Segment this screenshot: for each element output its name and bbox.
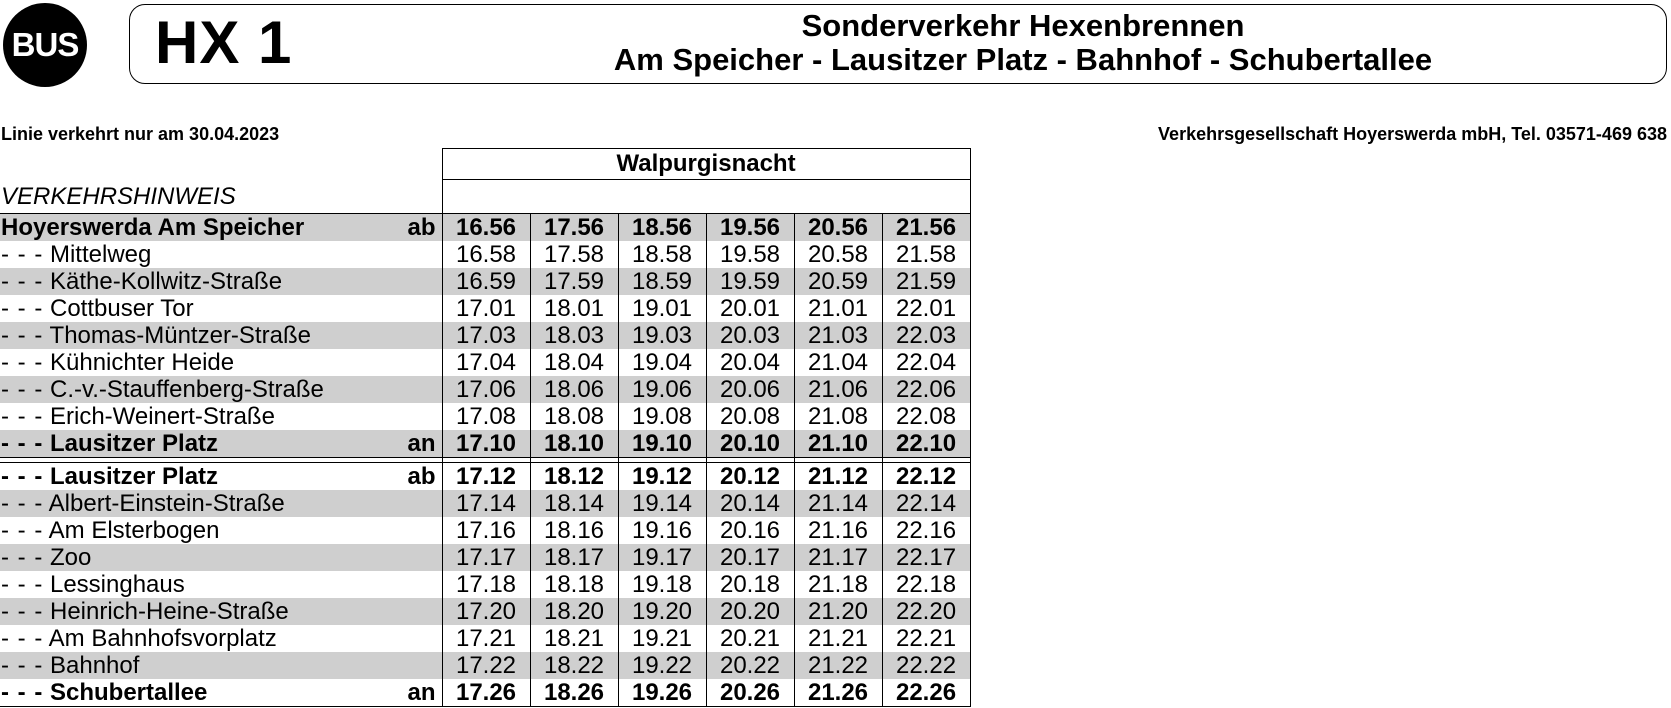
departure-time: 18.22 [530,652,618,679]
departure-time: 19.12 [618,463,706,491]
timetable-header-row [0,149,970,180]
timetable-grid [0,148,971,707]
stop-prefix: - - - [1,652,44,679]
departure-time: 17.10 [442,430,530,458]
departure-time: 17.17 [442,544,530,571]
departure-time: 22.06 [882,376,970,403]
departure-time: 17.04 [442,349,530,376]
stop-prefix: - - - [1,517,44,544]
departure-time: 18.12 [530,463,618,491]
stop-name: Schubertallee [49,679,208,706]
departure-time: 19.20 [618,598,706,625]
stop-prefix: - - - [1,241,44,268]
stop-cell [0,430,380,458]
departure-time: 17.03 [442,322,530,349]
stop-cell [0,376,380,403]
stop-prefix: - - - [1,403,44,430]
departure-time: 18.17 [530,544,618,571]
stop-cell [0,652,380,679]
departure-time: 21.56 [882,214,970,242]
departure-time: 18.18 [530,571,618,598]
stop-cell [0,295,380,322]
departure-time: 18.20 [530,598,618,625]
departure-time: 20.12 [706,463,794,491]
departure-time: 20.16 [706,517,794,544]
hint-row [0,180,970,214]
stop-prefix: - - - [1,268,44,295]
stop-name: Thomas-Müntzer-Straße [49,322,311,349]
table-row [0,268,970,295]
departure-time: 20.08 [706,403,794,430]
service-date-note: Linie verkehrt nur am 30.04.2023 [1,124,280,144]
table-row [0,376,970,403]
departure-time: 22.20 [882,598,970,625]
departure-time: 17.06 [442,376,530,403]
stop-prefix: - - - [1,376,44,403]
departure-time: 21.06 [794,376,882,403]
departure-time: 20.03 [706,322,794,349]
departure-time: 19.10 [618,430,706,458]
operator-contact: Verkehrsgesellschaft Hoyerswerda mbH, Tel. 03571-469 638 [1158,124,1667,144]
departure-time: 16.59 [442,268,530,295]
stop-cell [0,268,380,295]
arrival-departure-marker [380,322,442,349]
departure-time: 19.04 [618,349,706,376]
stop-cell [0,517,380,544]
departure-time: 18.08 [530,403,618,430]
departure-time: 17.59 [530,268,618,295]
stop-name: Albert-Einstein-Straße [48,490,285,517]
table-row [0,349,970,376]
stop-name: Am Bahnhofsvorplatz [48,625,277,652]
arrival-departure-marker [380,376,442,403]
stop-prefix: - - - [1,544,44,571]
stop-prefix: - - - [1,598,44,625]
departure-time: 20.56 [794,214,882,242]
stop-prefix: - - - [1,322,44,349]
departure-time: 19.06 [618,376,706,403]
departure-time: 22.03 [882,322,970,349]
stop-cell [0,679,380,707]
departure-time: 21.20 [794,598,882,625]
departure-time: 17.20 [442,598,530,625]
departure-time: 21.59 [882,268,970,295]
stop-prefix: - - - [1,625,44,652]
stop-name: Am Elsterbogen [48,517,220,544]
departure-time: 20.59 [794,268,882,295]
departure-time: 17.22 [442,652,530,679]
departure-time: 21.26 [794,679,882,707]
stop-prefix: - - - [1,490,44,517]
stop-prefix: - - - [1,571,44,598]
departure-time: 17.18 [442,571,530,598]
departure-time: 18.56 [618,214,706,242]
stop-name: Lausitzer Platz [49,463,219,490]
hint-cell [442,180,970,214]
departure-time: 17.58 [530,241,618,268]
departure-time: 20.26 [706,679,794,707]
title-line-1: Sonderverkehr Hexenbrennen [801,8,1245,43]
line-title [380,9,1666,77]
departure-time: 18.10 [530,430,618,458]
departure-time: 22.10 [882,430,970,458]
arrival-departure-marker [380,403,442,430]
bus-logo-text: BUS [11,26,79,63]
departure-time: 18.04 [530,349,618,376]
departure-time: 22.14 [882,490,970,517]
departure-time: 21.12 [794,463,882,491]
departure-time: 18.21 [530,625,618,652]
departure-time: 21.10 [794,430,882,458]
stop-prefix: - - - [1,349,44,376]
departure-time: 19.26 [618,679,706,707]
stop-cell [0,598,380,625]
departure-time: 19.01 [618,295,706,322]
departure-time: 18.16 [530,517,618,544]
departure-time: 21.04 [794,349,882,376]
departure-time: 21.01 [794,295,882,322]
stop-cell [0,214,380,242]
stop-prefix: - - - [1,295,44,322]
departure-time: 20.21 [706,625,794,652]
departure-time: 22.17 [882,544,970,571]
departure-time: 22.16 [882,517,970,544]
departure-time: 22.12 [882,463,970,491]
stop-name: Lausitzer Platz [49,430,219,457]
stop-prefix: - - - [1,463,44,490]
stop-prefix: - - - [1,430,44,457]
departure-time: 20.18 [706,571,794,598]
departure-time: 22.21 [882,625,970,652]
arrival-departure-marker [380,349,442,376]
departure-time: 19.56 [706,214,794,242]
departure-time: 22.01 [882,295,970,322]
departure-time: 18.06 [530,376,618,403]
departure-time: 18.26 [530,679,618,707]
departure-time: 20.58 [794,241,882,268]
departure-time: 22.18 [882,571,970,598]
departure-time: 19.14 [618,490,706,517]
arrival-departure-marker [380,517,442,544]
column-header: Walpurgisnacht [442,149,970,180]
arrival-departure-marker: ab [380,214,442,242]
line-number: HX 1 [155,9,293,76]
departure-time: 21.17 [794,544,882,571]
stop-cell [0,490,380,517]
table-row [0,241,970,268]
departure-time: 18.58 [618,241,706,268]
departure-time: 21.03 [794,322,882,349]
timetable [0,148,970,707]
departure-time: 19.58 [706,241,794,268]
stop-name: C.-v.-Stauffenberg-Straße [49,376,324,403]
stop-cell [0,322,380,349]
stop-cell [0,463,380,491]
departure-time: 19.18 [618,571,706,598]
departure-time: 20.04 [706,349,794,376]
departure-time: 21.58 [882,241,970,268]
arrival-departure-marker [380,652,442,679]
table-row [0,214,970,242]
table-row [0,517,970,544]
stop-name: Cottbuser Tor [49,295,194,322]
departure-time: 17.14 [442,490,530,517]
departure-time: 18.01 [530,295,618,322]
hint-label: VERKEHRSHINWEIS [0,180,442,214]
table-row [0,598,970,625]
stop-name: Hoyerswerda Am Speicher [1,214,305,241]
stop-name: Heinrich-Heine-Straße [49,598,289,625]
departure-time: 20.01 [706,295,794,322]
arrival-departure-marker: ab [380,463,442,491]
departure-time: 17.12 [442,463,530,491]
table-row [0,463,970,491]
departure-time: 22.26 [882,679,970,707]
stop-cell [0,571,380,598]
departure-time: 20.14 [706,490,794,517]
departure-time: 21.08 [794,403,882,430]
line-header [129,4,1667,84]
departure-time: 20.20 [706,598,794,625]
departure-time: 17.16 [442,517,530,544]
stop-cell [0,349,380,376]
departure-time: 17.26 [442,679,530,707]
stop-name: Bahnhof [49,652,140,679]
departure-time: 21.14 [794,490,882,517]
departure-time: 18.14 [530,490,618,517]
departure-time: 20.22 [706,652,794,679]
stop-name: Mittelweg [49,241,152,268]
departure-time: 17.21 [442,625,530,652]
stop-name: Erich-Weinert-Straße [49,403,275,430]
table-row [0,652,970,679]
table-row [0,322,970,349]
arrival-departure-marker [380,268,442,295]
departure-time: 18.03 [530,322,618,349]
stop-name: Zoo [49,544,92,571]
table-row [0,430,970,458]
arrival-departure-marker: an [380,430,442,458]
stop-prefix: - - - [1,679,44,706]
arrival-departure-marker [380,571,442,598]
departure-time: 16.58 [442,241,530,268]
departure-time: 19.08 [618,403,706,430]
stop-cell [0,403,380,430]
table-row [0,490,970,517]
departure-time: 21.16 [794,517,882,544]
stop-cell [0,625,380,652]
stop-cell [0,544,380,571]
departure-time: 19.59 [706,268,794,295]
departure-time: 20.06 [706,376,794,403]
stop-cell [0,241,380,268]
arrival-departure-marker [380,598,442,625]
departure-time: 17.08 [442,403,530,430]
departure-time: 20.10 [706,430,794,458]
departure-time: 17.56 [530,214,618,242]
departure-time: 19.21 [618,625,706,652]
table-row [0,544,970,571]
departure-time: 19.16 [618,517,706,544]
arrival-departure-marker [380,241,442,268]
arrival-departure-marker [380,625,442,652]
arrival-departure-marker [380,544,442,571]
departure-time: 16.56 [442,214,530,242]
departure-time: 17.01 [442,295,530,322]
departure-time: 21.22 [794,652,882,679]
table-row [0,403,970,430]
arrival-departure-marker [380,490,442,517]
bus-logo [3,3,87,87]
table-row [0,295,970,322]
departure-time: 21.21 [794,625,882,652]
table-row [0,679,970,707]
departure-time: 20.17 [706,544,794,571]
table-row [0,571,970,598]
departure-time: 18.59 [618,268,706,295]
departure-time: 22.08 [882,403,970,430]
departure-time: 22.04 [882,349,970,376]
stop-name: Lessinghaus [49,571,185,598]
table-row [0,625,970,652]
arrival-departure-marker [380,295,442,322]
departure-time: 19.17 [618,544,706,571]
departure-time: 22.22 [882,652,970,679]
stop-name: Käthe-Kollwitz-Straße [49,268,283,295]
title-line-2: Am Speicher - Lausitzer Platz - Bahnhof - Schubertallee [613,42,1433,77]
departure-time: 19.03 [618,322,706,349]
departure-time: 19.22 [618,652,706,679]
arrival-departure-marker: an [380,679,442,707]
stop-name: Kühnichter Heide [49,349,235,376]
departure-time: 21.18 [794,571,882,598]
